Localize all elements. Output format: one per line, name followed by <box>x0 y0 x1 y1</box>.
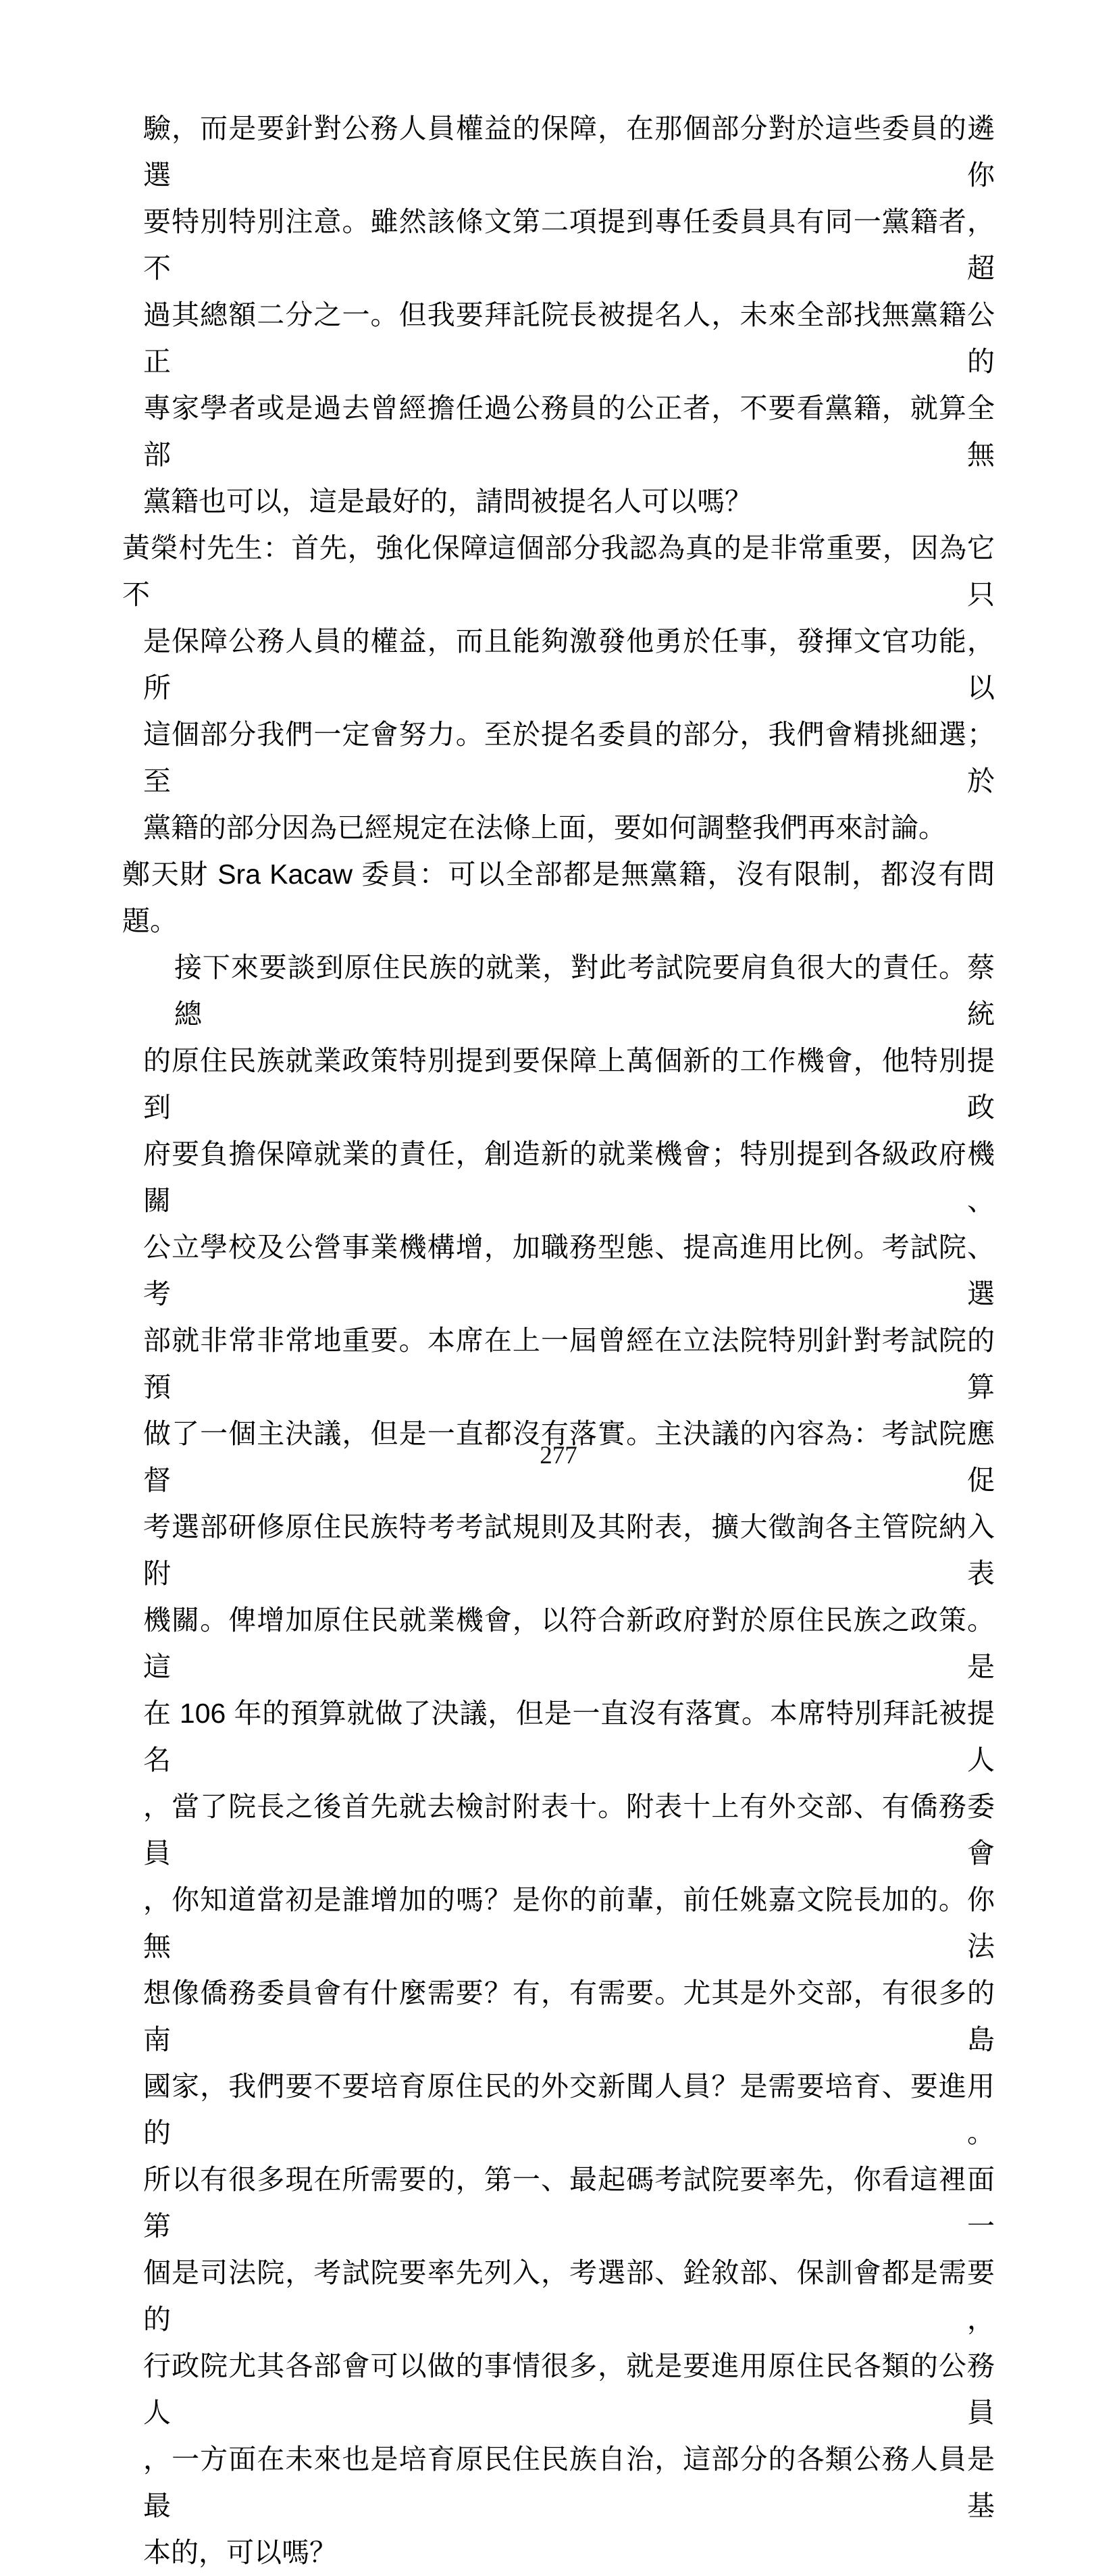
text-line: 在 106 年的預算就做了決議，但是一直沒有落實。本席特別拜託被提名人 <box>143 1698 995 1775</box>
text-line: ，你知道當初是誰增加的嗎？是你的前輩，前任姚嘉文院長加的。你無法 <box>143 1884 995 1962</box>
text-line: 國家，我們要不要培育原住民的外交新聞人員？是需要培育、要進用的。 <box>143 2071 995 2148</box>
text-line: 公立學校及公營事業機構增，加職務型態、提高進用比例。考試院、考選 <box>143 1232 995 1309</box>
text-line: 做了一個主決議，但是一直都沒有落實。主決議的內容為：考試院應督促 <box>143 1418 995 1496</box>
text-line: 府要負擔保障就業的責任，創造新的就業機會；特別提到各級政府機關、 <box>143 1138 995 1216</box>
text-line: 行政院尤其各部會可以做的事情很多，就是要進用原住民各類的公務人員 <box>143 2350 995 2428</box>
text-line: 這個部分我們一定會努力。至於提名委員的部分，我們會精挑細選；至於 <box>143 719 995 797</box>
text-line: 的原住民族就業政策特別提到要保障上萬個新的工作機會，他特別提到政 <box>143 1045 995 1123</box>
text-line: 專家學者或是過去曾經擔任過公務員的公正者，不要看黨籍，就算全部無 <box>143 393 995 470</box>
text-line: 黨籍也可以，這是最好的，請問被提名人可以嗎？ <box>143 486 752 517</box>
text-line: 個是司法院，考試院要率先列入，考選部、銓敘部、保訓會都是需要的， <box>143 2257 995 2335</box>
speaker-line: 黃榮村先生：首先，強化保障這個部分我認為真的是非常重要，因為它不只 <box>122 532 995 610</box>
speaker-line: 鄭天財 Sra Kacaw 委員：可以全部都是無黨籍，沒有限制，都沒有問題。 <box>122 859 995 936</box>
text-line: ，一方面在未來也是培育原民住民族自治，這部分的各類公務人員是最基 <box>143 2444 995 2521</box>
text-line: 黨籍的部分因為已經規定在法條上面，要如何調整我們再來討論。 <box>143 812 946 843</box>
paragraph-start-line: 接下來要談到原住民族的就業，對此考試院要肩負很大的責任。蔡總統 <box>174 952 995 1030</box>
text-line: 機關。俾增加原住民就業機會，以符合新政府對於原住民族之政策。這是 <box>143 1605 995 1682</box>
text-line: 本的，可以嗎？ <box>143 2537 337 2568</box>
text-line: 驗，而是要針對公務人員權益的保障，在那個部分對於這些委員的遴選你 <box>143 113 995 191</box>
text-line: 是保障公務人員的權益，而且能夠激發他勇於任事，發揮文官功能，所以 <box>143 626 995 703</box>
text-line: ，當了院長之後首先就去檢討附表十。附表十上有外交部、有僑務委員會 <box>143 1791 995 1869</box>
text-line: 所以有很多現在所需要的，第一、最起碼考試院要率先，你看這裡面第一 <box>143 2164 995 2242</box>
text-line: 部就非常非常地重要。本席在上一屆曾經在立法院特別針對考試院的預算 <box>143 1325 995 1403</box>
text-line: 考選部研修原住民族特考考試規則及其附表，擴大徵詢各主管院納入附表 <box>143 1511 995 1589</box>
text-line: 要特別特別注意。雖然該條文第二項提到專任委員具有同一黨籍者，不超 <box>143 206 995 284</box>
text-line: 想像僑務委員會有什麼需要？有，有需要。尤其是外交部，有很多的南島 <box>143 1977 995 2055</box>
text-line: 過其總額二分之一。但我要拜託院長被提名人，未來全部找無黨籍公正的 <box>143 299 995 377</box>
transcript-text-block <box>122 105 995 2576</box>
page-number: 277 <box>540 1442 577 1469</box>
